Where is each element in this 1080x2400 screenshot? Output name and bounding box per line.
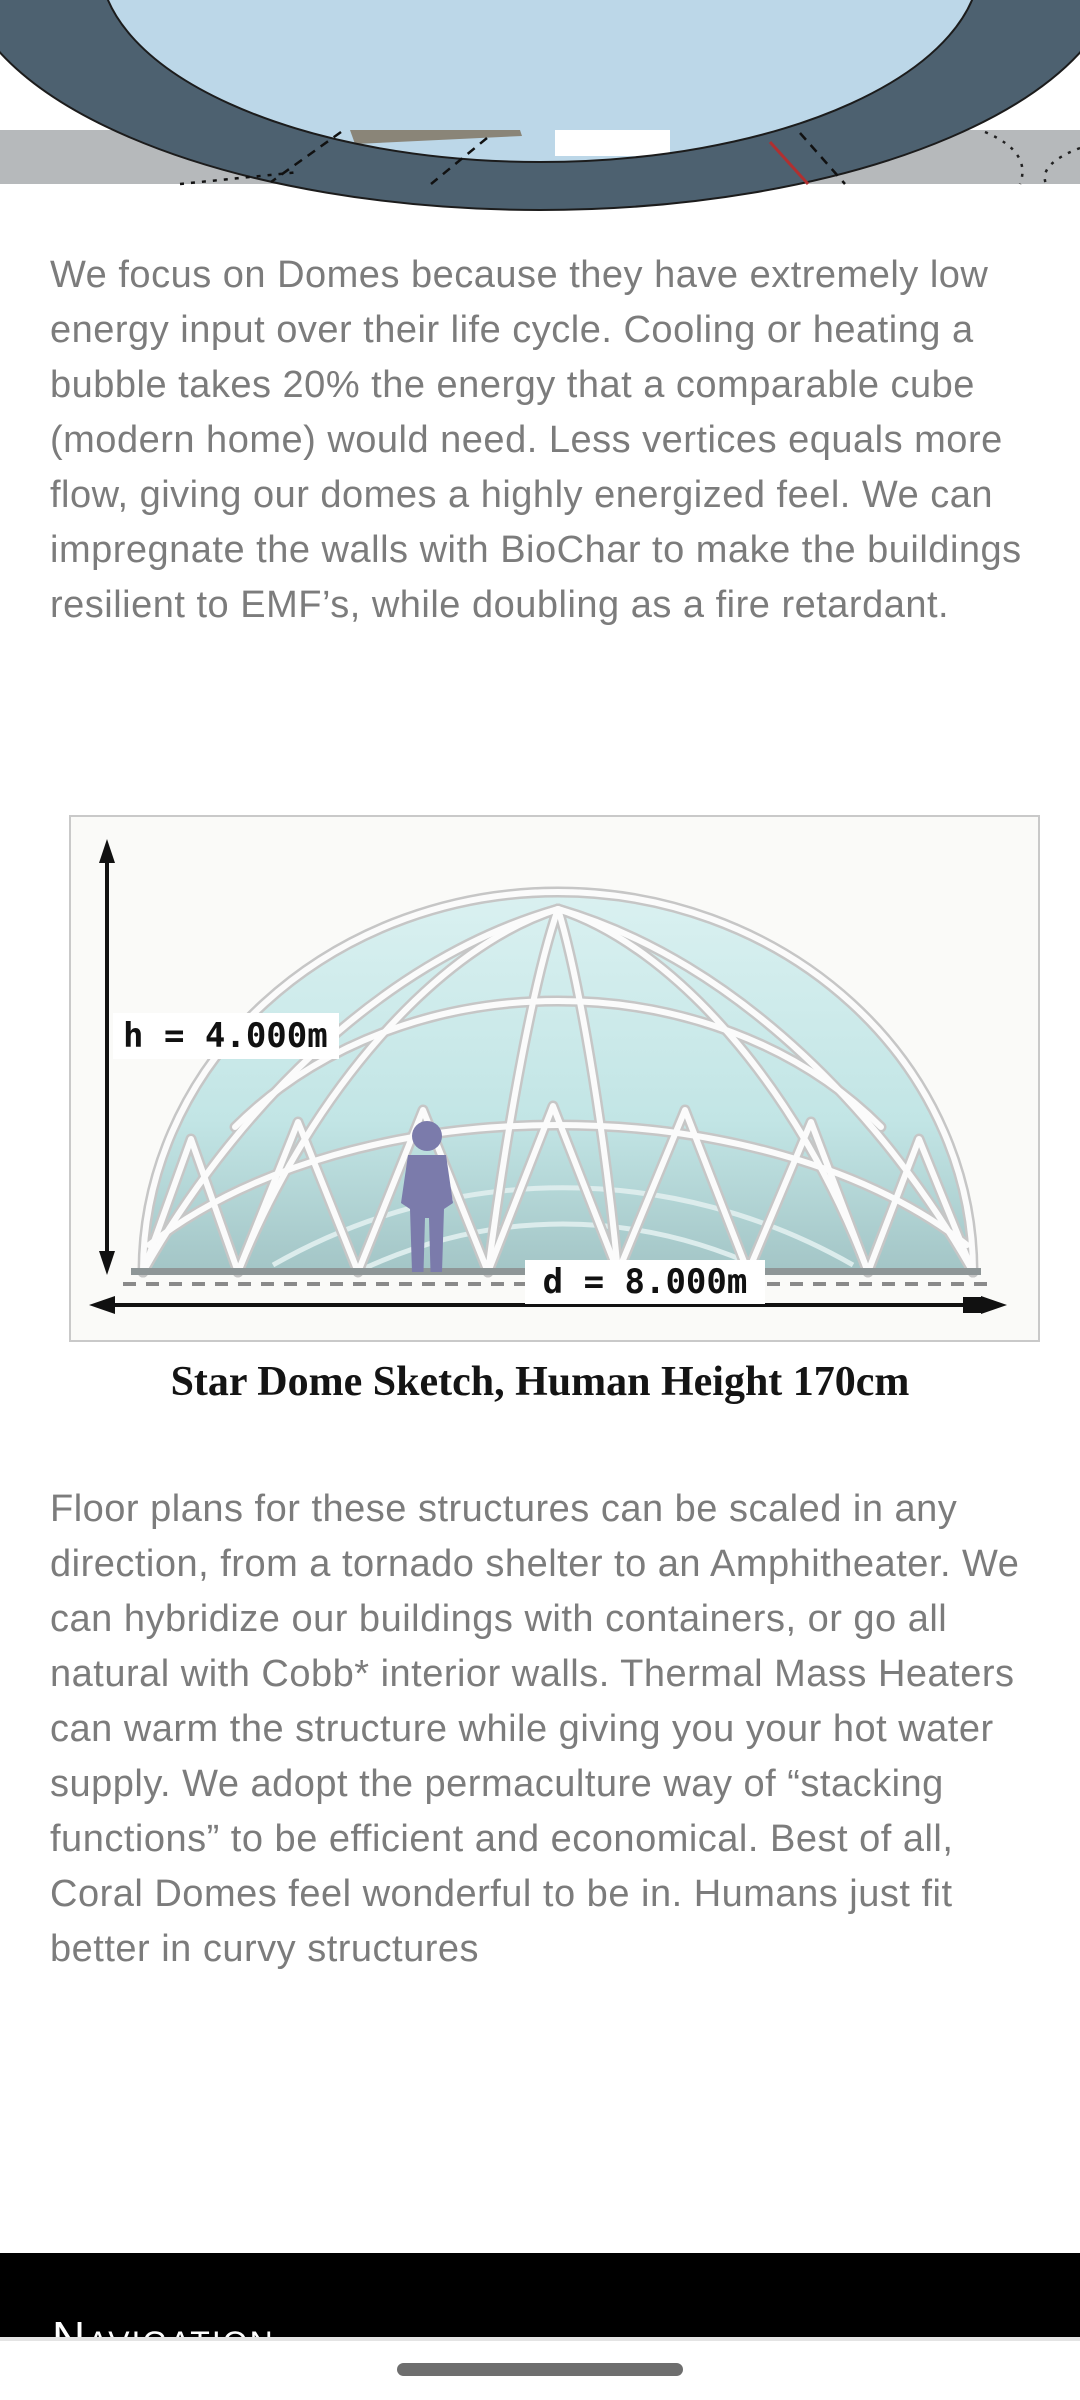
gesture-nav-handle[interactable] bbox=[397, 2363, 683, 2376]
star-dome-sketch-image bbox=[69, 815, 1040, 1342]
height-dimension-arrow bbox=[99, 839, 115, 1275]
article-paragraph-2: Floor plans for these structures can be scaled in any direction, from a tornado shelter to an Amphitheater. We can hybridize our buildings with containers, or go all natural with Cobb* interior walls. Thermal Mass Heaters can warm the structure while giving you your hot water supply. We adopt the permaculture way of “stacking functions” to be efficient and economical. Best of all, Coral Domes feel wonderful to be in. Humans just fit better in curvy structures bbox=[50, 1488, 1020, 1970]
article-paragraph-1: We focus on Domes because they have extremely low energy input over their life cycle. Cooling or heating a bubble takes 20% the energy that a comparable cube (modern home) would need. Less vertices equals more flow, giving our domes a highly energized feel. We can impregnate the walls with BioChar to make the buildings resilient to EMF’s, while doubling as a fire retardant. bbox=[50, 254, 1022, 626]
diameter-dimension-label: d = 8.000m bbox=[542, 1262, 748, 1302]
figure-caption: Star Dome Sketch, Human Height 170cm bbox=[170, 1359, 910, 1405]
site-footer bbox=[0, 2253, 1080, 2337]
gesture-nav-area bbox=[0, 2337, 1080, 2400]
height-dimension-label: h = 4.000m bbox=[123, 1016, 328, 1056]
scrolled-dome-render-image bbox=[0, 130, 1080, 184]
